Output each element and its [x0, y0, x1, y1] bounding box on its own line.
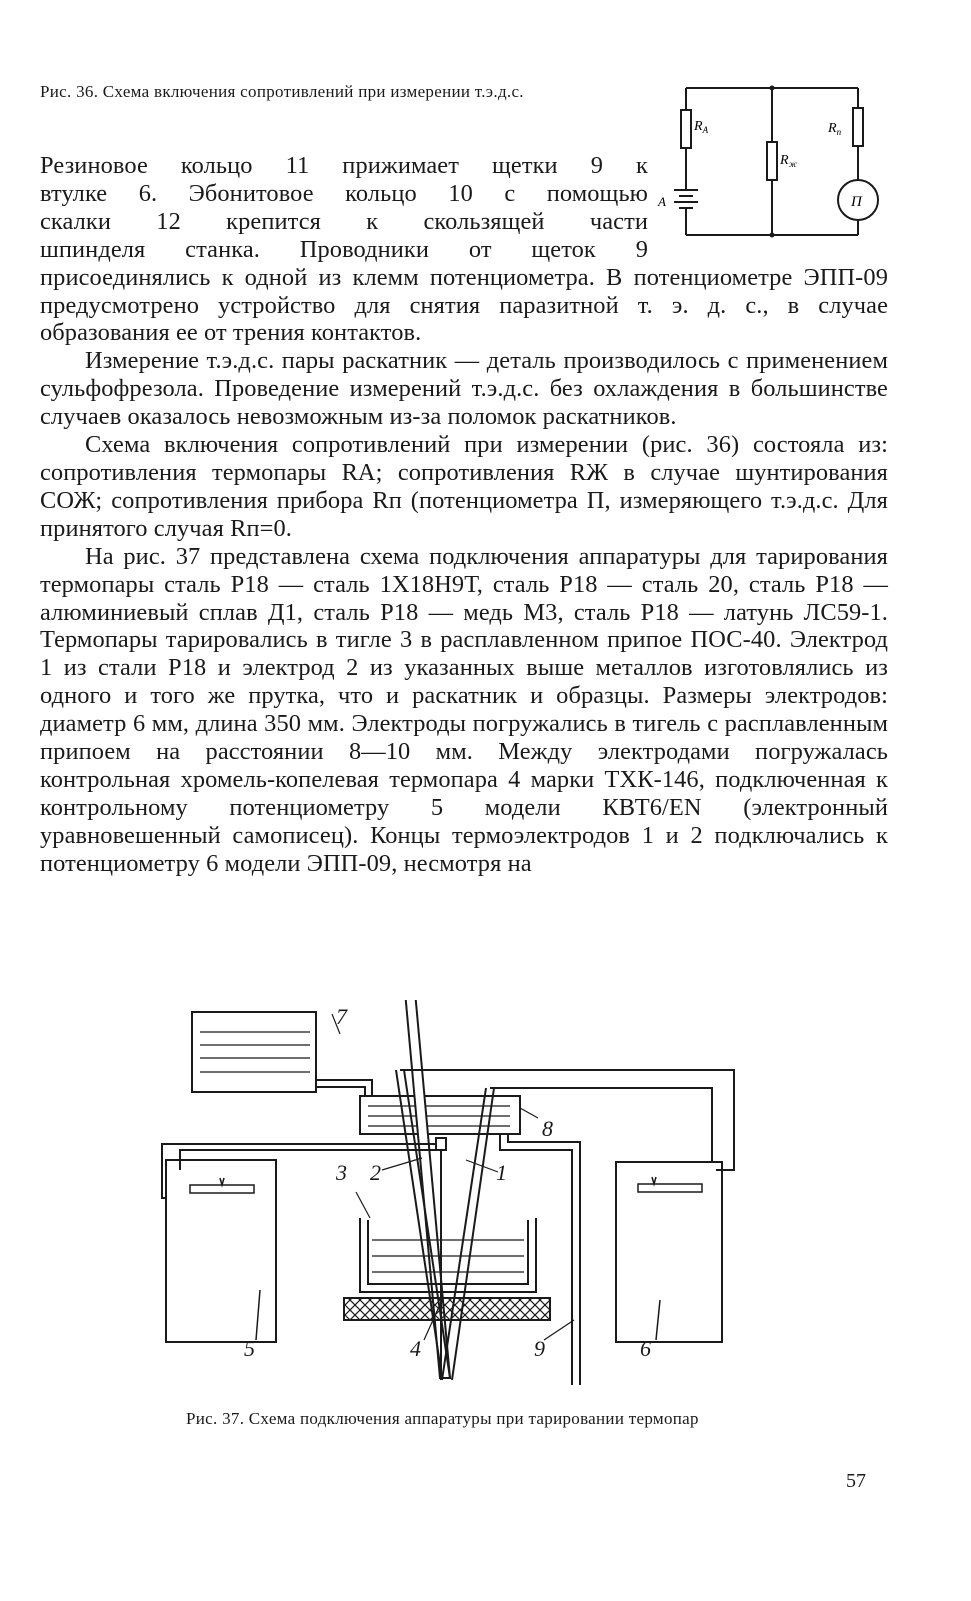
paragraph-2: Измерение т.э.д.с. пары раскатник — деталь производилось с применением сульфофрезола. Проведение измерений т.э.д.с. без охлаждения в большинстве случаев оказалось невозможным из-за поломок раскатников.: [40, 347, 888, 431]
label-8: 8: [542, 1116, 553, 1141]
page-number: 57: [846, 1470, 866, 1492]
text-line: Резиновое кольцо 11 прижимает щетки 9 к: [40, 152, 648, 179]
label-rzh: $R_ж$: [780, 153, 797, 169]
label-1: 1: [496, 1160, 507, 1185]
label-6: 6: [640, 1336, 651, 1361]
label-5: 5: [244, 1336, 255, 1361]
figure-37-apparatus-diagram: [160, 1000, 760, 1395]
paragraph-4: На рис. 37 представлена схема подключения аппаратуры для тарирования термопары сталь Р18 — сталь 1Х18Н9Т, сталь Р18 — сталь 20, сталь Р18 — алюминиевый сплав Д1, сталь Р18 — медь М3, сталь Р18 — латунь ЛС59-1. Термопары тарировались в тигле 3 в расплавленном припое ПОС-40. Электрод 1 из стали Р18 и электрод 2 из указанных выше металлов изготовлялись из одного и того же прутка, что и раскатник и образцы. Размеры электродов: диаметр 6 мм, длина 350 мм. Электроды погружались в тигель с расплавленным припоем на расстоянии 8—10 мм. Между электродами погружалась контрольная хромель-копелевая термопара 4 марки ТХК-146, подключенная к контрольному потенциометру 5 модели КВТ6/EN (электронный уравновешенный самописец). Концы термоэлектродов 1 и 2 подключались к потенциометру 6 модели ЭПП-09, несмотря на: [40, 542, 888, 877]
label-2: 2: [370, 1160, 381, 1185]
label-rp: $R_п$: [828, 121, 842, 137]
label-7: 7: [336, 1004, 347, 1029]
figure-36-caption: Рис. 36. Схема включения сопротивлений при измерении т.э.д.с.: [40, 82, 524, 101]
label-a: A: [658, 194, 666, 209]
figure-37-caption: Рис. 37. Схема подключения аппаратуры при тарировании термопар: [186, 1409, 699, 1428]
text-line: шпинделя станка. Проводники от щеток 9: [40, 235, 648, 263]
reservoir: [192, 1012, 316, 1092]
label-p: П: [851, 194, 862, 210]
label-3: 3: [336, 1160, 347, 1185]
potentiometer-6: [616, 1162, 722, 1342]
label-9: 9: [534, 1336, 545, 1361]
text-line: втулке 6. Эбонитовое кольцо 10 с помощью: [40, 179, 648, 207]
potentiometer-5: [166, 1160, 276, 1342]
paragraph-1-continuation: присоединялись к одной из клемм потенциометра. В потенциометре ЭПП-09 предусмотрено устройство для снятия паразитной т. э. д. с., в случае образования ее от трения контактов.: [40, 263, 888, 347]
label-4: 4: [410, 1336, 421, 1361]
label-ra: $R_A$: [694, 119, 709, 135]
cooling-bath: [360, 1096, 520, 1134]
paragraph-3: Схема включения сопротивлений при измерении (рис. 36) состояла из: сопротивления термопары RA; сопротивления RЖ в случае шунтирования СОЖ; сопротивления прибора Rп (потенциометра П, измеряющего т.э.д.с. Для принятого случая Rп=0.: [40, 431, 888, 542]
text-line: скалки 12 крепится к скользящей части: [40, 207, 648, 235]
paragraph-1-narrow: [40, 152, 648, 264]
body-text: [40, 152, 888, 878]
